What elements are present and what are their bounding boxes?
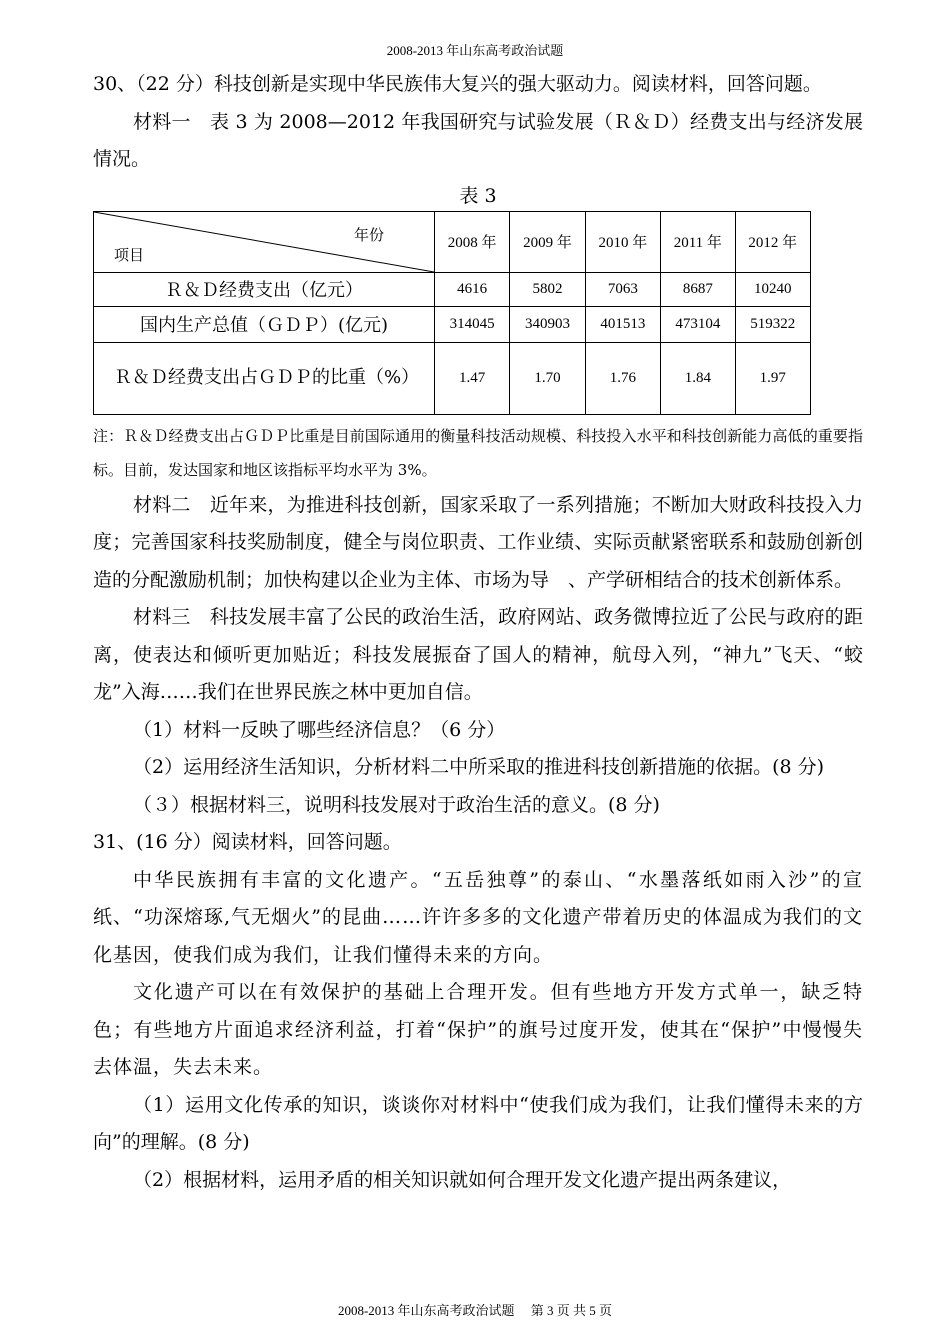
year-header: 2012 年 — [735, 211, 810, 272]
q30-sub1: （1）材料一反映了哪些经济信息？（6 分） — [133, 718, 506, 741]
table-row — [94, 306, 811, 342]
row-label: 国内生产总值（ＧＤＰ）(亿元) — [94, 306, 435, 342]
year-header: 2009 年 — [510, 211, 585, 272]
table-row — [94, 342, 811, 414]
corner-item-label: 项目 — [114, 247, 145, 264]
table-cell: 401513 — [585, 306, 660, 342]
q31-sub1: （1）运用文化传承的知识，谈谈你对材料中“使我们成为我们，让我们懂得未来的方向”的理解。(8 分) — [93, 1093, 863, 1153]
q31-paragraph-2: 文化遗产可以在有效保护的基础上合理开发。但有些地方开发方式单一，缺乏特色；有些地方片面追求经济利益，打着“保护”的旗号过度开发，使其在“保护”中慢慢失去体温，失去未来。 — [93, 981, 863, 1078]
material-2: 材料二 近年来，为推进科技创新，国家采取了一系列措施；不断加大财政科技投入力度；完善国家科技奖励制度，健全与岗位职责、工作业绩、实际贡献紧密联系和鼓励创新创造的分配激励机制；加快构建以企业为主体、市场为导 、产学研相结合的技术创新体系。 — [93, 493, 863, 591]
rd-table — [93, 211, 811, 415]
table-cell: 340903 — [510, 306, 585, 342]
material-3: 材料三 科技发展丰富了公民的政治生活，政府网站、政务微博拉近了公民与政府的距离，使表达和倾听更加贴近；科技发展振奋了国人的精神，航母入列，“神九”飞天、“蛟龙”入海……我们在世界民族之林中更加自信。 — [93, 606, 863, 703]
table-cell: 5802 — [510, 272, 585, 306]
row-label: Ｒ＆Ｄ经费支出（亿元） — [94, 272, 435, 306]
q31-intro: 31、(16 分）阅读材料，回答问题。 — [93, 831, 402, 853]
table-cell: 1.76 — [585, 342, 660, 414]
corner-year-label: 年份 — [353, 227, 384, 244]
table-cell: 1.47 — [435, 342, 510, 414]
q30-sub3: （３）根据材料三，说明科技发展对于政治生活的意义。(8 分) — [133, 793, 660, 816]
q31-paragraph-1: 中华民族拥有丰富的文化遗产。“五岳独尊”的泰山、“水墨落纸如雨入沙”的宣纸、“功深熔琢,气无烟火”的昆曲……许许多多的文化遗产带着历史的体温成为我们的文化基因，使我们成为我们，让我们懂得未来的方向。 — [93, 868, 863, 966]
page-content — [93, 66, 863, 1199]
table-cell: 8687 — [661, 272, 736, 306]
page-footer: 2008-2013 年山东高考政治试题 第 3 页 共 5 页 — [337, 1303, 613, 1318]
table-cell: 1.84 — [661, 342, 736, 414]
table-cell: 1.70 — [510, 342, 585, 414]
table-cell: 7063 — [585, 272, 660, 306]
year-header: 2011 年 — [661, 211, 736, 272]
table-note: 注：Ｒ＆Ｄ经费支出占ＧＤＰ比重是目前国际通用的衡量科技活动规模、科技投入水平和科技创新能力高低的重要指标。目前，发达国家和地区该指标平均水平为 3%。 — [93, 426, 863, 479]
table-cell: 519322 — [735, 306, 810, 342]
q31-sub2: （2）根据材料，运用矛盾的相关知识就如何合理开发文化遗产提出两条建议， — [133, 1168, 792, 1191]
table-cell: 314045 — [435, 306, 510, 342]
page-header: 2008-2013 年山东高考政治试题 — [386, 43, 564, 58]
q30-sub2: （2）运用经济生活知识，分析材料二中所采取的推进科技创新措施的依据。(8 分) — [133, 756, 825, 778]
table-caption: 表 3 — [459, 184, 497, 207]
table-cell: 10240 — [735, 272, 810, 306]
table-corner-cell — [94, 211, 435, 272]
table-cell: 473104 — [661, 306, 736, 342]
table-row — [94, 272, 811, 306]
table-cell: 1.97 — [735, 342, 810, 414]
year-header: 2010 年 — [585, 211, 660, 272]
material-1: 材料一 表 3 为 2008—2012 年我国研究与试验发展（Ｒ＆Ｄ）经费支出与经济发展情况。 — [93, 110, 863, 170]
q30-intro: 30、（22 分）科技创新是实现中华民族伟大复兴的强大驱动力。阅读材料，回答问题。 — [93, 73, 822, 95]
table-cell: 4616 — [435, 272, 510, 306]
year-header: 2008 年 — [435, 211, 510, 272]
row-label: Ｒ＆Ｄ经费支出占ＧＤＰ的比重（%） — [94, 342, 435, 414]
